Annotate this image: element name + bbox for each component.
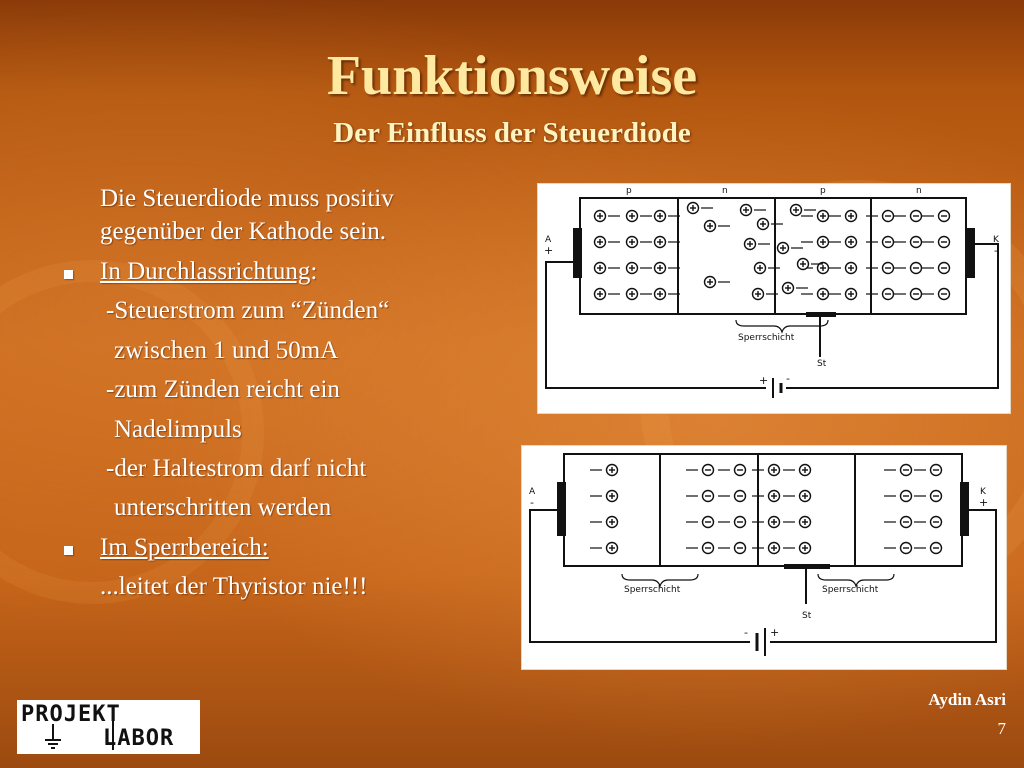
layer-label-left: Sperrschicht <box>624 585 681 595</box>
hole-symbol <box>595 237 621 248</box>
hole-symbol <box>783 517 811 528</box>
electron-symbol <box>914 465 942 476</box>
logo-symbol <box>17 700 200 754</box>
electron-symbol <box>894 289 922 300</box>
hole-symbol <box>627 237 653 248</box>
hole-symbol <box>627 263 653 274</box>
electron-symbol <box>914 517 942 528</box>
hole-symbol <box>688 203 714 214</box>
hole-symbol <box>752 491 780 502</box>
bullet-sperrbereich: Im Sperrbereich: <box>100 534 269 561</box>
anode-sign: - <box>530 496 534 509</box>
hole-symbol <box>590 491 618 502</box>
anode-electrode <box>573 228 582 278</box>
electron-symbol <box>894 263 922 274</box>
battery-plus: + <box>770 626 780 639</box>
cathode-sign: - <box>994 244 998 257</box>
charge-carriers <box>595 203 950 300</box>
hole-symbol <box>705 221 731 232</box>
electron-symbol <box>884 465 912 476</box>
hole-symbol <box>627 289 653 300</box>
hole-symbol <box>655 289 681 300</box>
electron-symbol <box>718 543 746 554</box>
battery-plus: + <box>759 374 769 387</box>
zone-label: n <box>722 186 728 196</box>
electron-symbol <box>686 543 714 554</box>
cathode-electrode <box>960 482 969 536</box>
electron-symbol <box>718 517 746 528</box>
sub-line: Nadelimpuls <box>114 416 242 443</box>
hole-symbol <box>595 289 621 300</box>
intro-line: Die Steuerdiode muss positiv <box>100 185 394 212</box>
electron-symbol <box>894 211 922 222</box>
slide-subtitle: Der Einfluss der Steuerdiode <box>333 117 691 149</box>
electron-symbol <box>922 289 950 300</box>
hole-symbol <box>801 289 829 300</box>
gate-label: St <box>802 611 812 621</box>
hole-symbol <box>801 237 829 248</box>
hole-symbol <box>791 205 817 216</box>
sub-line: -zum Zünden reicht ein <box>106 376 340 403</box>
hole-symbol <box>590 465 618 476</box>
hole-symbol <box>783 283 809 294</box>
layer-label: Sperrschicht <box>738 333 795 343</box>
charge-carriers <box>590 465 942 554</box>
electron-symbol <box>914 543 942 554</box>
hole-symbol <box>590 517 618 528</box>
author-name: Aydin Asri <box>928 690 1006 709</box>
zone-label: p <box>820 186 826 196</box>
diagram-reverse-svg <box>522 446 1006 669</box>
logo-line2: LABOR <box>103 726 175 751</box>
hole-symbol <box>783 491 811 502</box>
cathode-label: K <box>993 235 999 245</box>
hole-symbol <box>741 205 767 216</box>
sub-line: -Steuerstrom zum “Zünden“ <box>106 297 390 324</box>
hole-symbol <box>829 263 857 274</box>
sub-line: ...leitet der Thyristor nie!!! <box>100 573 368 600</box>
hole-symbol <box>783 465 811 476</box>
hole-symbol <box>752 517 780 528</box>
hole-symbol <box>745 239 771 250</box>
hole-symbol <box>655 211 681 222</box>
slide-title: Funktionsweise <box>326 45 698 107</box>
gate-label: St <box>817 359 827 369</box>
battery-minus: - <box>744 626 748 639</box>
hole-symbol <box>655 263 681 274</box>
hole-symbol <box>829 211 857 222</box>
cathode-electrode <box>966 228 975 278</box>
bullet-marker <box>64 546 73 555</box>
gate-electrode <box>784 564 830 569</box>
electron-symbol <box>686 465 714 476</box>
cathode-label: K <box>980 487 986 497</box>
hole-symbol <box>829 289 857 300</box>
hole-symbol <box>752 543 780 554</box>
electron-symbol <box>884 491 912 502</box>
hole-symbol <box>705 277 731 288</box>
bullet-durchlass-label: In Durchlassrichtung <box>100 258 311 285</box>
electron-symbol <box>914 491 942 502</box>
thyristor-diagram-forward <box>537 183 1011 414</box>
hole-symbol <box>783 543 811 554</box>
bullet-durchlass <box>100 258 317 286</box>
electron-symbol <box>718 491 746 502</box>
page-number: 7 <box>997 719 1006 738</box>
hole-symbol <box>590 543 618 554</box>
electron-symbol <box>718 465 746 476</box>
hole-symbol <box>801 211 829 222</box>
electron-symbol <box>686 491 714 502</box>
electron-symbol <box>922 211 950 222</box>
electron-symbol <box>894 237 922 248</box>
hole-symbol <box>755 263 781 274</box>
sub-line: unterschritten werden <box>114 494 332 521</box>
hole-symbol <box>655 237 681 248</box>
hole-symbol <box>627 211 653 222</box>
cathode-sign: + <box>979 496 989 509</box>
zone-label: n <box>916 186 922 196</box>
bullet-durchlass-colon: : <box>310 258 318 285</box>
sub-line: zwischen 1 und 50mA <box>114 337 339 364</box>
layer-label-right: Sperrschicht <box>822 585 879 595</box>
sub-line: -der Haltestrom darf nicht <box>106 455 367 482</box>
hole-symbol <box>829 237 857 248</box>
thyristor-diagram-reverse <box>521 445 1007 670</box>
anode-electrode <box>557 482 566 536</box>
gate-electrode <box>806 312 836 317</box>
anode-sign: + <box>544 244 554 257</box>
anode-label: A <box>545 235 552 245</box>
electron-symbol <box>922 263 950 274</box>
hole-symbol <box>752 465 780 476</box>
bullet-marker <box>64 270 73 279</box>
zone-label: p <box>626 186 632 196</box>
hole-symbol <box>758 219 784 230</box>
hole-symbol <box>778 243 804 254</box>
hole-symbol <box>595 263 621 274</box>
diagram-forward-svg <box>538 184 1010 413</box>
anode-label: A <box>529 487 536 497</box>
logo-line1: PROJEKT <box>21 702 121 727</box>
electron-symbol <box>686 517 714 528</box>
battery-minus: - <box>786 372 790 385</box>
electron-symbol <box>884 543 912 554</box>
hole-symbol <box>595 211 621 222</box>
electron-symbol <box>922 237 950 248</box>
intro-line: gegenüber der Kathode sein. <box>100 218 386 245</box>
electron-symbol <box>884 517 912 528</box>
projekt-labor-logo <box>17 700 200 754</box>
